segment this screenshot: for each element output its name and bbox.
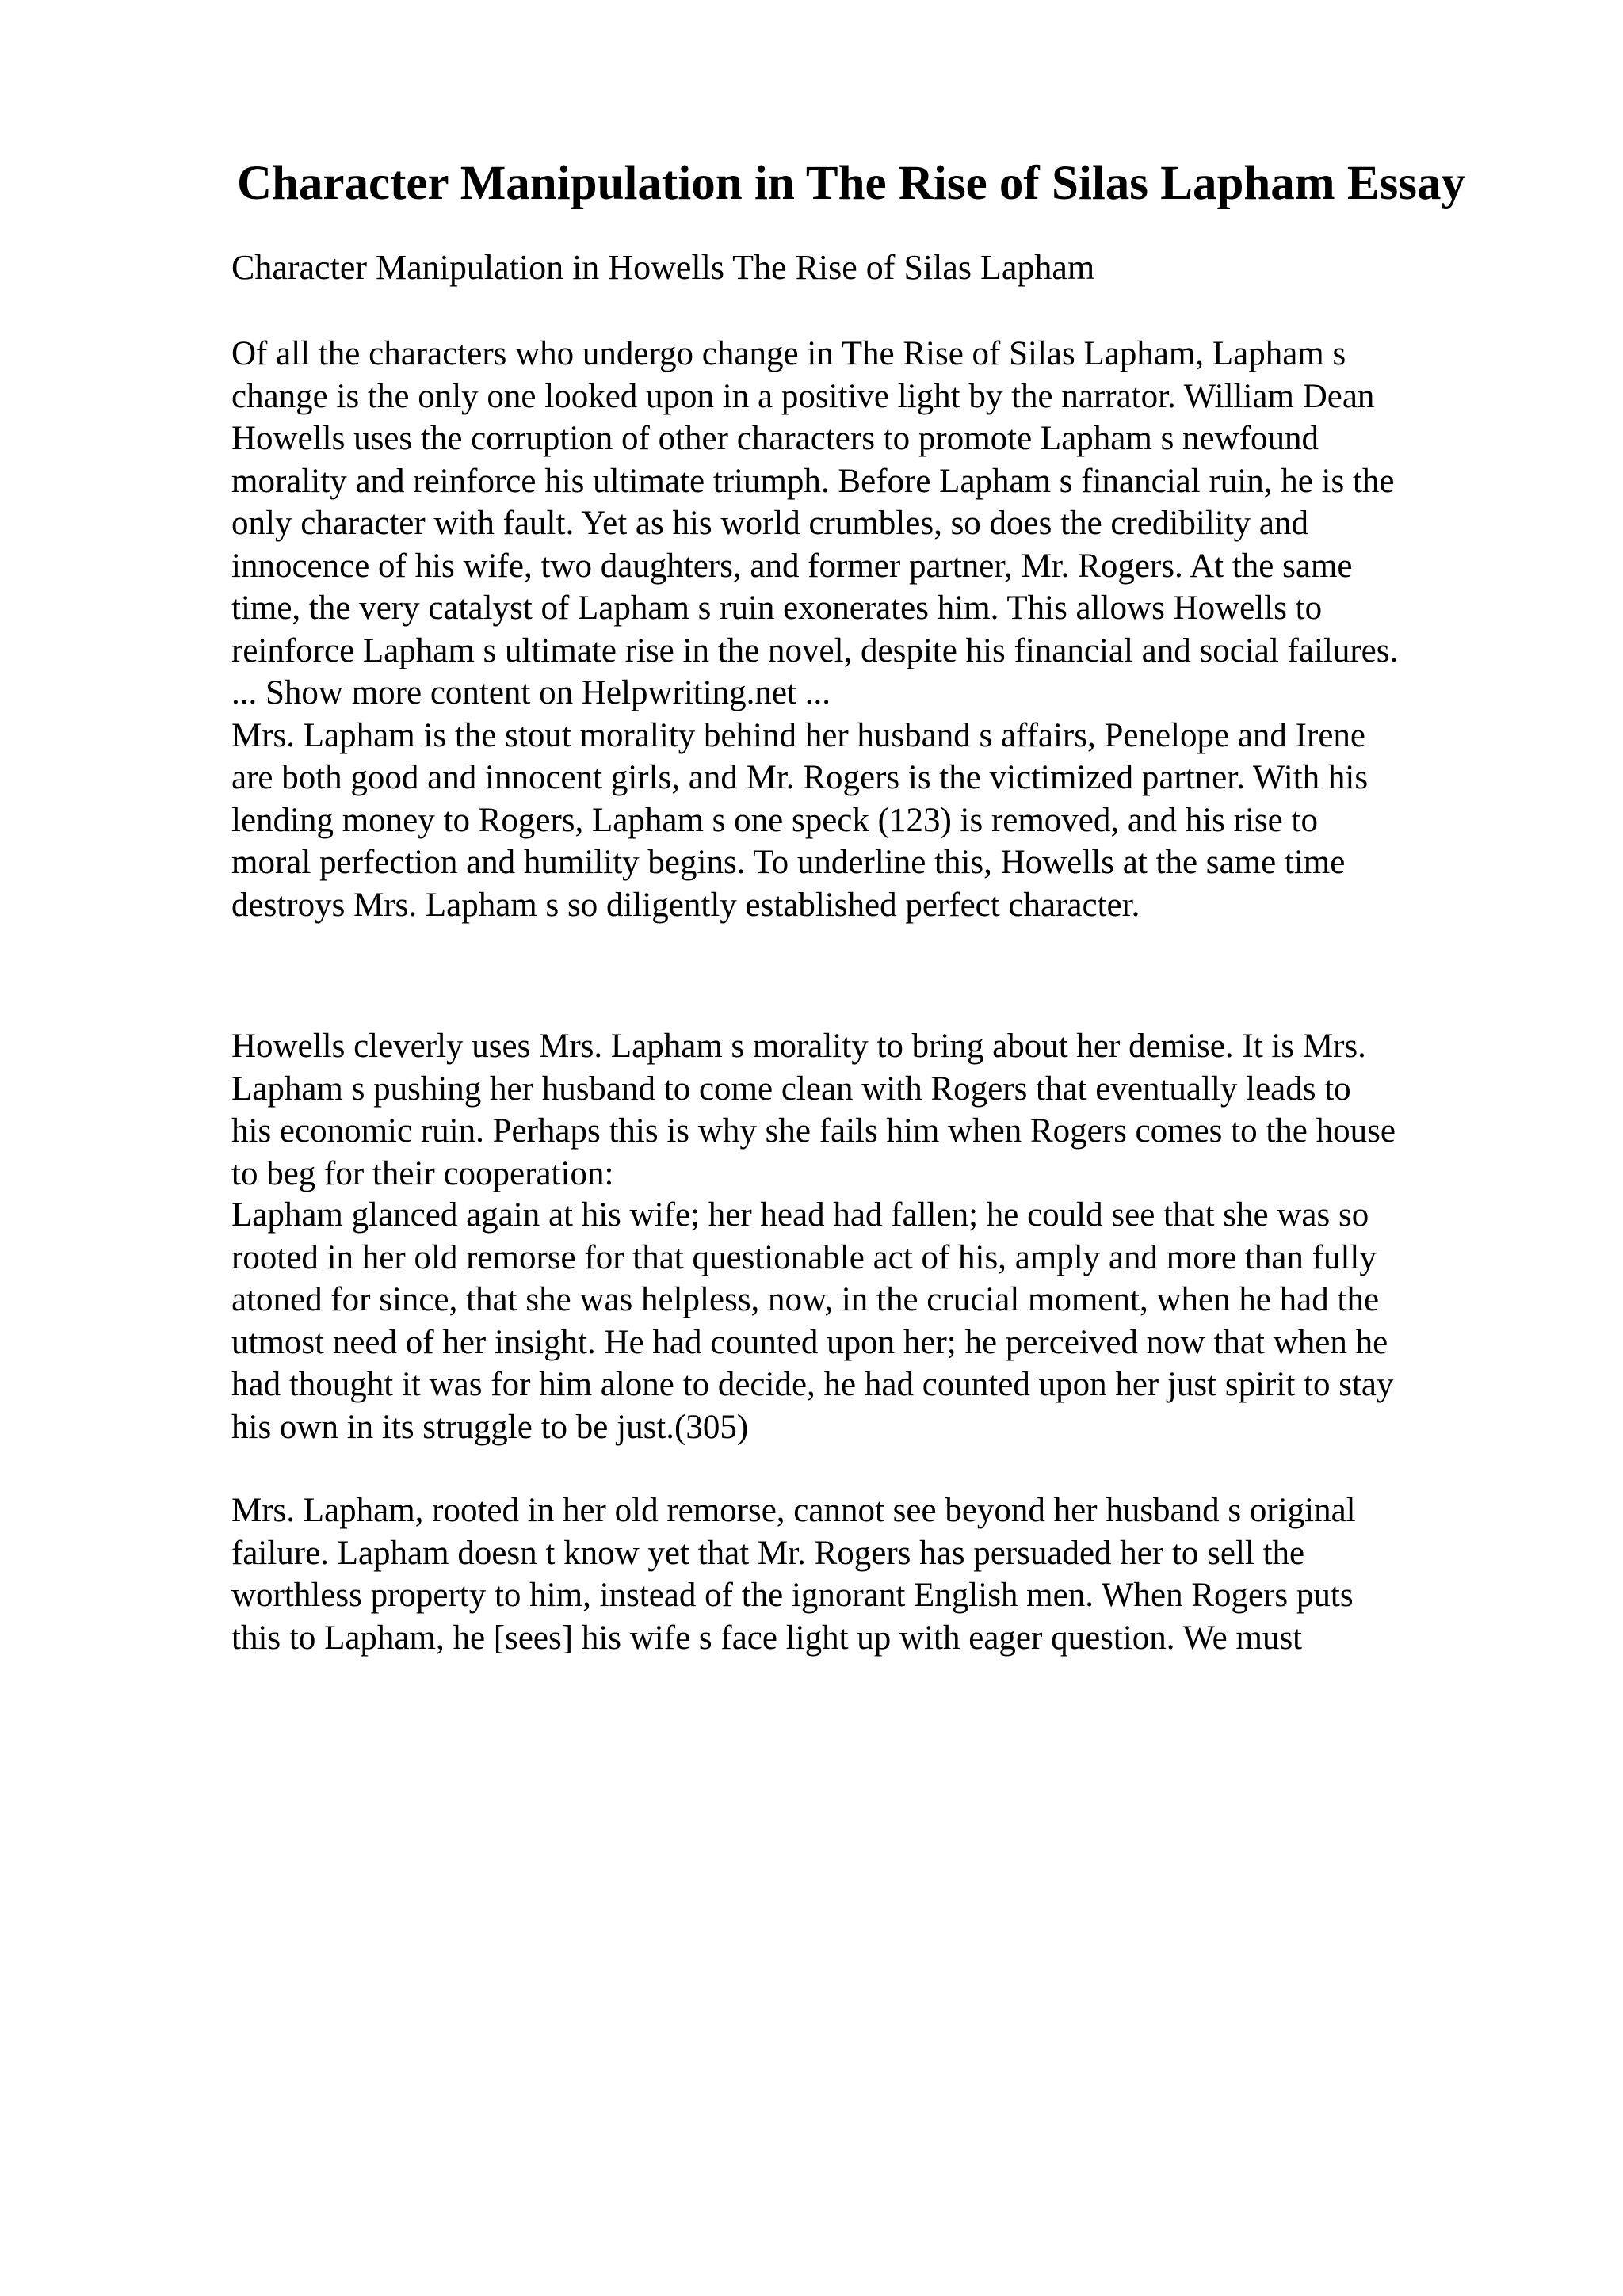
paragraph-quotation: [231, 1194, 1531, 1448]
text-line: his economic ruin. Perhaps this is why she fails him when Rogers comes to the house: [231, 1112, 1396, 1150]
text-line: rooted in her old remorse for that questionable act of his, amply and more than fully: [231, 1238, 1377, 1276]
text-line: this to Lapham, he [sees] his wife s face light up with eager question. We must: [231, 1619, 1303, 1657]
document-title: Character Manipulation in The Rise of Silas Lapham Essay: [236, 157, 1466, 210]
text-line: worthless property to him, instead of the ignorant English men. When Rogers puts: [231, 1577, 1354, 1614]
text-line: reinforce Lapham s ultimate rise in the novel, despite his financial and social failures.: [231, 631, 1399, 669]
text-line: morality and reinforce his ultimate triumph. Before Lapham s financial ruin, he is the: [231, 462, 1395, 500]
paragraph-intro: [231, 333, 1531, 926]
text-line: failure. Lapham doesn t know yet that Mr. Rogers has persuaded her to sell the: [231, 1534, 1305, 1572]
document-subtitle: Character Manipulation in Howells The Rise of Silas Lapham: [231, 248, 1095, 287]
text-line: moral perfection and humility begins. To underline this, Howells at the same time: [231, 844, 1346, 881]
text-line: utmost need of her insight. He had counted upon her; he perceived now that when he: [231, 1323, 1388, 1361]
paragraph-morality: [231, 1025, 1531, 1195]
text-line: had thought it was for him alone to decide, he had counted upon her just spirit to stay: [231, 1366, 1394, 1403]
text-line: atoned for since, that she was helpless, now, in the crucial moment, when he had the: [231, 1281, 1380, 1318]
text-line: only character with fault. Yet as his world crumbles, so does the credibility and: [231, 505, 1308, 542]
text-line: Mrs. Lapham is the stout morality behind her husband s affairs, Penelope and Irene: [231, 716, 1365, 754]
text-line: lending money to Rogers, Lapham s one speck (123) is removed, and his rise to: [231, 801, 1318, 839]
text-line: Lapham s pushing her husband to come clean with Rogers that eventually leads to: [231, 1070, 1351, 1108]
text-line: Howells uses the corruption of other characters to promote Lapham s newfound: [231, 420, 1319, 457]
text-line: Of all the characters who undergo change in The Rise of Silas Lapham, Lapham s: [231, 335, 1346, 372]
text-line: Lapham glanced again at his wife; her head had fallen; he could see that she was so: [231, 1196, 1369, 1234]
text-line: destroys Mrs. Lapham s so diligently established perfect character.: [231, 886, 1140, 924]
paragraph-remorse: [231, 1489, 1531, 1659]
text-line: change is the only one looked upon in a positive light by the narrator. William Dean: [231, 377, 1375, 415]
text-line: time, the very catalyst of Lapham s ruin exonerates him. This allows Howells to: [231, 589, 1323, 627]
text-line: are both good and innocent girls, and Mr. Rogers is the victimized partner. With his: [231, 759, 1369, 796]
text-line: Howells cleverly uses Mrs. Lapham s morality to bring about her demise. It is Mrs.: [231, 1028, 1366, 1065]
text-line: to beg for their cooperation:: [231, 1154, 614, 1192]
text-line: Mrs. Lapham, rooted in her old remorse, cannot see beyond her husband s original: [231, 1492, 1356, 1529]
show-more-line: ... Show more content on Helpwriting.net ...: [231, 674, 831, 711]
text-line: his own in its struggle to be just.(305): [231, 1408, 749, 1446]
text-line: innocence of his wife, two daughters, and former partner, Mr. Rogers. At the same: [231, 547, 1353, 585]
